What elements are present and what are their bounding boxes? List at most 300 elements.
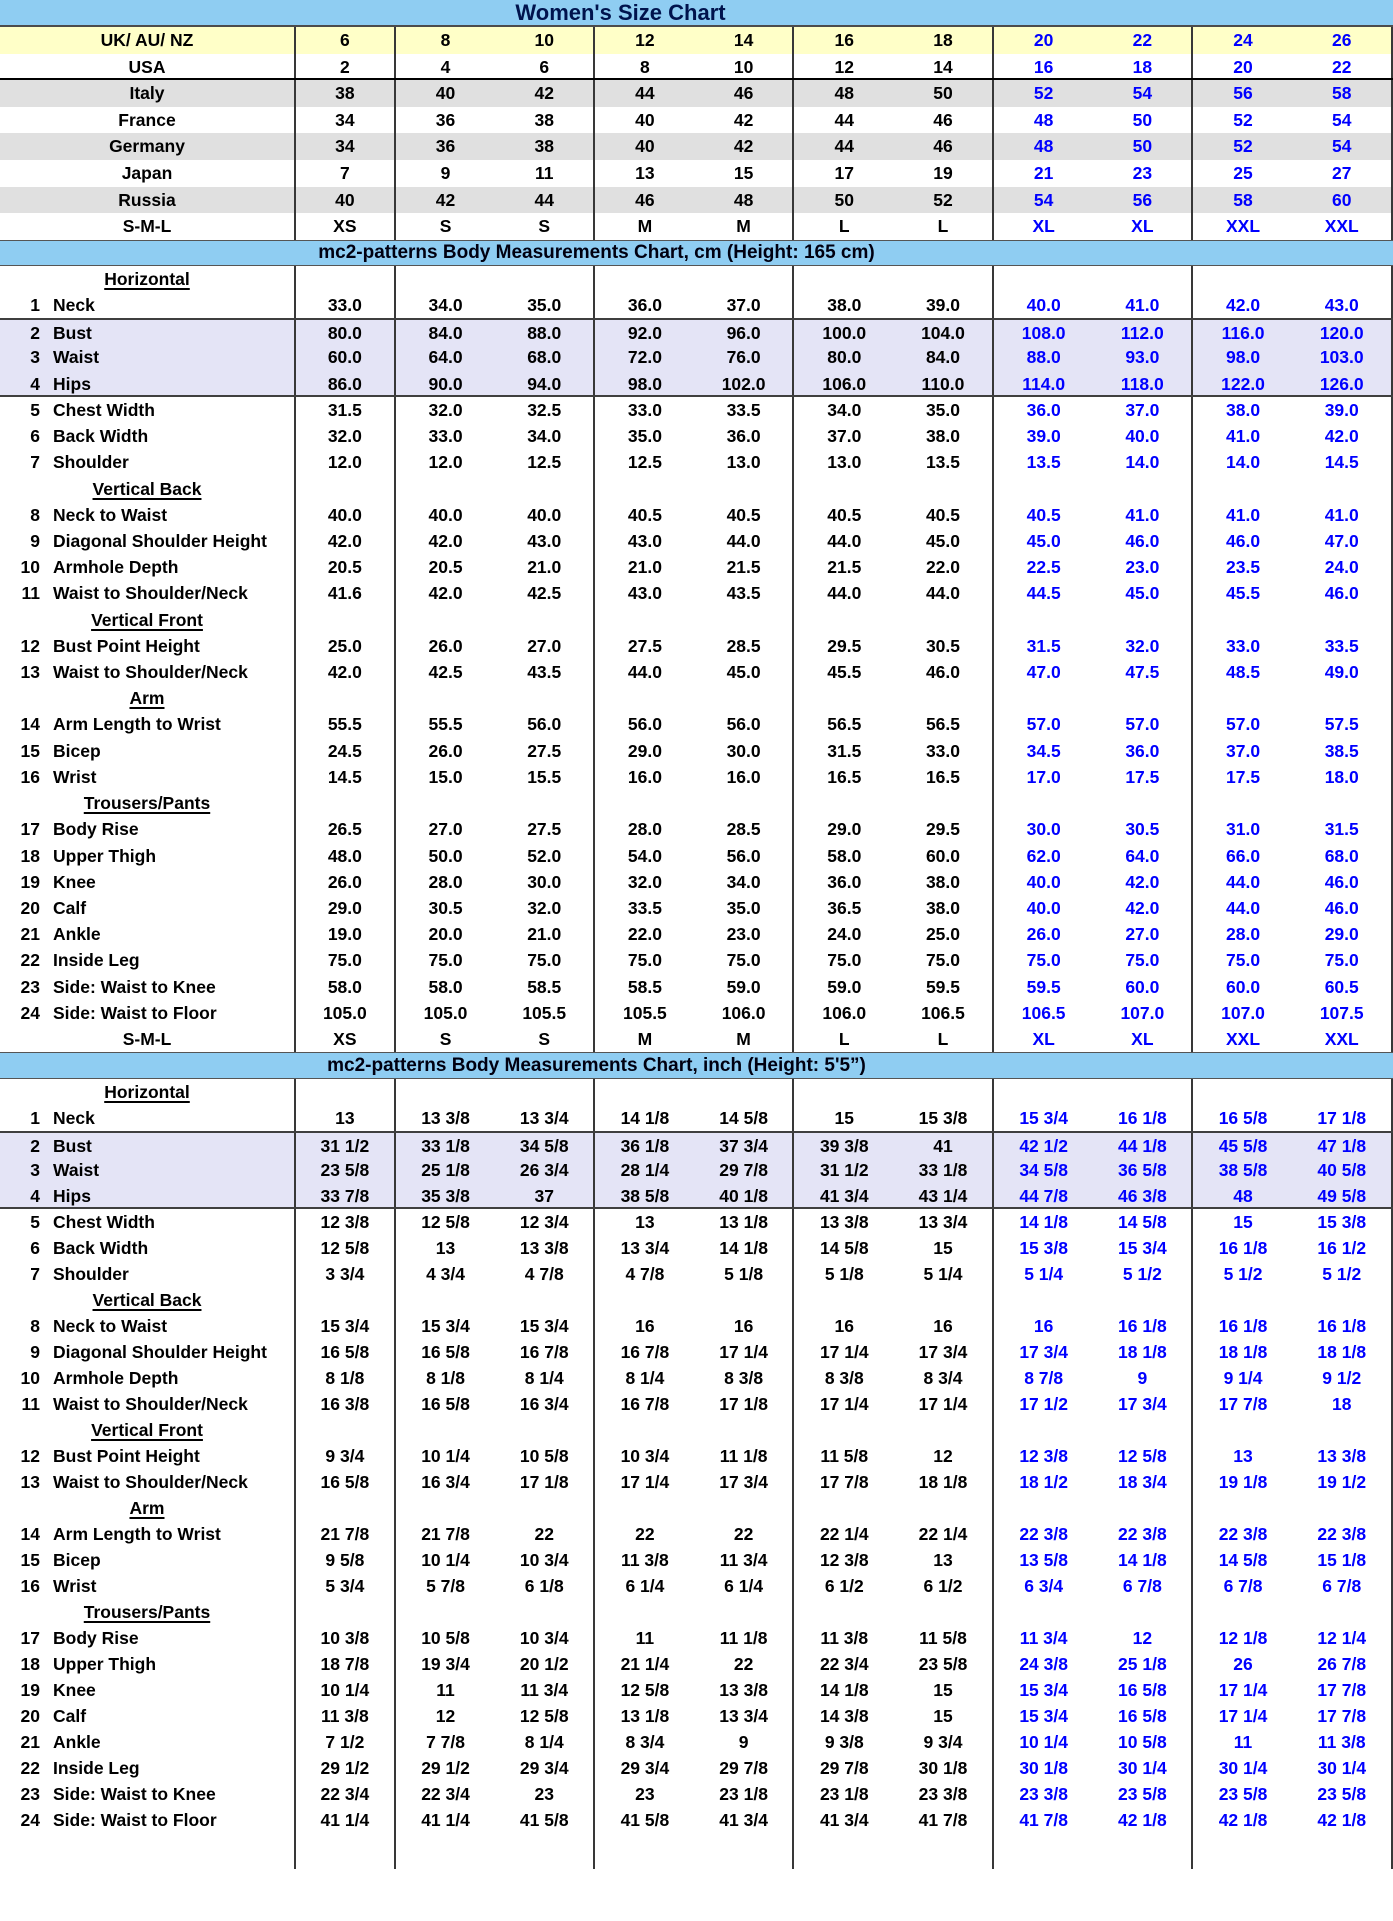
value-cell: 13 3/4	[620, 1238, 670, 1259]
value-cell: 21 7/8	[421, 1524, 470, 1545]
value-cell: 38 5/8	[1218, 1160, 1268, 1181]
value-cell: 58.5	[495, 974, 595, 1000]
value-cell	[994, 1079, 1094, 1105]
value-cell: 12 3/4	[495, 1209, 595, 1235]
row-label-cell: 18 Upper Thigh	[0, 843, 296, 869]
value-cell: 17 7/8	[1293, 1703, 1393, 1729]
value-cell	[1293, 1287, 1393, 1313]
value-cell: 44 1/8	[1094, 1133, 1194, 1157]
measurement-row	[0, 1703, 1393, 1729]
row-label-cell: 11 Waist to Shoulder/Neck	[0, 1391, 296, 1417]
value-cell: 23 3/8	[894, 1781, 994, 1807]
value-cell	[894, 476, 994, 502]
value-cell: 54	[1033, 189, 1054, 210]
value-cell: 22 3/8	[1019, 1524, 1068, 1545]
value-cell: 40	[635, 109, 655, 130]
row-label-cell: Trousers/Pants	[0, 790, 296, 816]
value-cell	[1293, 1417, 1393, 1443]
value-cell: 44.0	[1226, 898, 1261, 918]
value-cell: 23	[1094, 160, 1194, 187]
value-cell: 11 5/8	[894, 1625, 994, 1651]
value-cell: 105.5	[623, 1002, 667, 1023]
value-cell: 45.5	[1226, 583, 1261, 604]
value-cell: 13 3/8	[695, 1677, 795, 1703]
value-cell	[1293, 685, 1393, 711]
value-cell	[1293, 1079, 1393, 1105]
value-cell: 16 5/8	[1218, 1108, 1268, 1129]
value-cell: 17.0	[1026, 766, 1061, 787]
value-cell	[1193, 1287, 1293, 1313]
value-cell: 106.0	[822, 1002, 867, 1023]
value-cell: 23	[495, 1781, 595, 1807]
value-cell: 38	[495, 133, 595, 160]
measurement-row	[0, 1105, 1393, 1131]
value-cell: 10 5/8	[1094, 1729, 1194, 1755]
value-cell: 26.0	[1026, 924, 1061, 945]
value-cell: 25.0	[894, 921, 994, 947]
value-cell: 22 3/8	[1218, 1524, 1268, 1545]
value-cell: 14 5/8	[695, 1105, 795, 1131]
row-label-cell: Trousers/Pants	[0, 1599, 296, 1625]
value-cell: 13 3/8	[495, 1235, 595, 1261]
value-cell	[695, 1599, 795, 1625]
row-label-cell: 19 Knee	[0, 869, 296, 895]
value-cell: 6 7/8	[1293, 1573, 1393, 1599]
row-label-cell: 14 Arm Length to Wrist	[0, 711, 296, 737]
value-cell: 37	[495, 1183, 595, 1207]
value-cell: 10 1/4	[421, 1446, 470, 1467]
value-cell: 29 7/8	[819, 1758, 869, 1779]
row-label-cell: S-M-L	[0, 1026, 296, 1052]
value-cell: 16 3/8	[296, 1391, 396, 1417]
row-label-cell: Horizontal	[0, 266, 296, 292]
value-cell: 41	[894, 1133, 994, 1157]
value-cell: 40.0	[1094, 423, 1194, 449]
value-cell	[595, 685, 695, 711]
value-cell: 42 1/8	[1094, 1807, 1194, 1833]
value-cell: 12 5/8	[296, 1235, 396, 1261]
value-cell: 29.5	[894, 816, 994, 842]
value-cell	[1293, 790, 1393, 816]
value-cell	[595, 1079, 695, 1105]
value-cell: 42	[695, 133, 795, 160]
cm-section-title: mc2-patterns Body Measurements Chart, cm (Height: 165 cm)	[318, 241, 875, 263]
value-cell: 6 1/4	[625, 1576, 665, 1597]
value-cell: 17 1/8	[695, 1391, 795, 1417]
value-cell: 22	[1094, 27, 1194, 54]
value-cell	[495, 1599, 595, 1625]
value-cell: 23 5/8	[1218, 1784, 1268, 1805]
value-cell: 40.5	[827, 504, 862, 525]
value-cell: 45.0	[1094, 580, 1194, 606]
value-cell: 103.0	[1293, 344, 1393, 370]
value-cell: 22	[635, 1524, 655, 1545]
value-cell: 12 5/8	[620, 1680, 670, 1701]
value-cell: 44	[495, 187, 595, 214]
measurement-group-header-row	[0, 1599, 1393, 1625]
value-cell: 9 3/4	[296, 1443, 396, 1469]
value-cell: 41 5/8	[495, 1807, 595, 1833]
value-cell	[396, 790, 496, 816]
value-cell: 10 1/4	[421, 1550, 470, 1571]
size-conversion-row	[0, 213, 1393, 240]
value-cell: 44.0	[827, 530, 862, 551]
value-cell: 6	[495, 54, 595, 79]
value-cell	[695, 1833, 795, 1869]
value-cell: 42.0	[428, 583, 463, 604]
row-label-cell: Horizontal	[0, 1079, 296, 1105]
value-cell	[1193, 476, 1293, 502]
value-cell	[1293, 1599, 1393, 1625]
value-cell: 64.0	[1094, 843, 1194, 869]
value-cell: 48.0	[296, 843, 396, 869]
value-cell: 34	[296, 107, 396, 134]
value-cell: 18	[894, 27, 994, 54]
value-cell: 29 7/8	[695, 1157, 795, 1183]
value-cell: 15 3/4	[296, 1313, 396, 1339]
value-cell	[894, 790, 994, 816]
row-label-cell: 7 Shoulder	[0, 1261, 296, 1287]
value-cell	[794, 266, 894, 292]
value-cell: 15	[894, 1235, 994, 1261]
value-cell	[794, 1417, 894, 1443]
value-cell: 17 3/4	[695, 1469, 795, 1495]
value-cell: XL	[1094, 213, 1194, 240]
value-cell: 38.5	[1293, 738, 1393, 764]
measurement-row	[0, 947, 1393, 973]
value-cell: 10 1/4	[1019, 1732, 1068, 1753]
value-cell	[1293, 1495, 1393, 1521]
value-cell: 16 1/8	[1094, 1313, 1194, 1339]
value-cell	[495, 1495, 595, 1521]
value-cell: 34	[296, 133, 396, 160]
value-cell: 27.5	[627, 635, 662, 656]
value-cell: 22.5	[1026, 557, 1061, 578]
value-cell	[994, 1599, 1094, 1625]
value-cell: 30 1/8	[1019, 1758, 1068, 1779]
value-cell: 35.0	[894, 397, 994, 423]
row-label-cell: 6 Back Width	[0, 423, 296, 449]
value-cell: 26	[1233, 1654, 1253, 1675]
value-cell: 25 1/8	[1094, 1651, 1194, 1677]
value-cell	[595, 1417, 695, 1443]
value-cell: 16	[1033, 1316, 1054, 1337]
value-cell: 64.0	[428, 347, 463, 368]
value-cell: 17 7/8	[1218, 1394, 1268, 1415]
value-cell: 15 3/4	[421, 1316, 470, 1337]
value-cell: 37.0	[695, 292, 795, 318]
row-label-cell: 23 Side: Waist to Knee	[0, 1781, 296, 1807]
value-cell: 92.0	[627, 323, 662, 344]
value-cell: 14	[894, 54, 994, 79]
value-cell: 14 1/8	[819, 1680, 869, 1701]
value-cell: 22.0	[894, 554, 994, 580]
value-cell: 14.5	[296, 764, 396, 790]
value-cell: 9 5/8	[296, 1547, 396, 1573]
measurement-row	[0, 1755, 1393, 1781]
value-cell: 56	[1233, 83, 1253, 104]
value-cell: 20	[1033, 30, 1054, 50]
value-cell: 23.0	[1094, 554, 1194, 580]
value-cell: 112.0	[1094, 320, 1194, 344]
value-cell: 10	[695, 54, 795, 79]
measurement-row	[0, 1000, 1393, 1026]
value-cell: 26 3/4	[495, 1157, 595, 1183]
value-cell: 13	[894, 1547, 994, 1573]
measurement-row	[0, 292, 1393, 318]
value-cell: 58	[1293, 80, 1393, 107]
row-label-cell: 18 Upper Thigh	[0, 1651, 296, 1677]
value-cell: 8 1/4	[625, 1368, 665, 1389]
row-label-cell: 22 Inside Leg	[0, 1755, 296, 1781]
value-cell: 33.0	[296, 292, 396, 318]
value-cell: 68.0	[1293, 843, 1393, 869]
value-cell: 12 5/8	[495, 1703, 595, 1729]
value-cell: 34 5/8	[1019, 1160, 1068, 1181]
value-cell	[1094, 607, 1194, 633]
value-cell: 20 1/2	[495, 1651, 595, 1677]
size-conversion-row	[0, 54, 1393, 81]
value-cell: 17.5	[1094, 764, 1194, 790]
row-label-cell: Arm	[0, 685, 296, 711]
value-cell: 58.0	[296, 974, 396, 1000]
row-label-cell: 12 Bust Point Height	[0, 1443, 296, 1469]
value-cell: 88.0	[1026, 347, 1061, 368]
value-cell: 42 1/8	[1218, 1810, 1268, 1831]
value-cell: 23 5/8	[1094, 1781, 1194, 1807]
measurement-row	[0, 1313, 1393, 1339]
row-label-cell: USA	[0, 54, 296, 79]
value-cell: 36 5/8	[1094, 1157, 1194, 1183]
value-cell: 16 5/8	[1094, 1677, 1194, 1703]
value-cell: 37 3/4	[695, 1133, 795, 1157]
value-cell: 12 5/8	[1094, 1443, 1194, 1469]
value-cell: 45.0	[1026, 530, 1061, 551]
value-cell: 43.5	[695, 580, 795, 606]
value-cell: 68.0	[495, 344, 595, 370]
value-cell: 45.0	[695, 659, 795, 685]
value-cell: 48	[834, 83, 855, 104]
value-cell: 44	[834, 109, 855, 130]
value-cell: 12.0	[428, 452, 463, 473]
size-conversion-row	[0, 80, 1393, 107]
value-cell: 52	[1233, 136, 1253, 157]
value-cell: 43.5	[495, 659, 595, 685]
value-cell: 21.0	[627, 557, 662, 578]
measurement-row	[0, 528, 1393, 554]
value-cell: 29 7/8	[695, 1755, 795, 1781]
value-cell: 46	[635, 189, 655, 210]
value-cell: 40.0	[1026, 898, 1061, 918]
value-cell: 41.0	[1094, 292, 1194, 318]
value-cell: 54	[1094, 80, 1194, 107]
value-cell	[495, 476, 595, 502]
value-cell: 5 7/8	[426, 1576, 465, 1597]
value-cell	[296, 266, 396, 292]
measurement-row	[0, 318, 1393, 344]
value-cell: 50	[1094, 107, 1194, 134]
value-cell	[296, 607, 396, 633]
value-cell	[495, 266, 595, 292]
value-cell: 16 7/8	[620, 1394, 670, 1415]
value-cell: 96.0	[695, 320, 795, 344]
value-cell	[894, 1079, 994, 1105]
value-cell: 44	[635, 83, 655, 104]
value-cell: XXL	[1293, 213, 1393, 240]
value-cell: 23 5/8	[894, 1651, 994, 1677]
value-cell: 20.5	[428, 557, 463, 578]
value-cell: 11	[495, 160, 595, 187]
row-label-cell: S-M-L	[0, 213, 296, 240]
value-cell: 17 3/4	[1094, 1391, 1194, 1417]
value-cell	[994, 1495, 1094, 1521]
value-cell	[894, 266, 994, 292]
value-cell: 17 3/4	[1019, 1342, 1068, 1363]
value-cell: 22 3/8	[1094, 1521, 1194, 1547]
measurement-row	[0, 816, 1393, 842]
measurement-row	[0, 1391, 1393, 1417]
value-cell: 16 3/4	[421, 1472, 470, 1493]
value-cell: 34.0	[428, 294, 463, 315]
value-cell: 17 1/4	[894, 1391, 994, 1417]
value-cell: 16 5/8	[296, 1469, 396, 1495]
value-cell: 114.0	[1022, 373, 1066, 394]
value-cell: 23 1/8	[819, 1784, 869, 1805]
value-cell: 44.0	[1226, 871, 1261, 892]
value-cell	[695, 266, 795, 292]
value-cell: M	[695, 1026, 795, 1052]
value-cell: 10 1/4	[296, 1677, 396, 1703]
value-cell	[495, 685, 595, 711]
value-cell: 33 1/8	[894, 1157, 994, 1183]
value-cell: 58	[1233, 189, 1253, 210]
value-cell: 21	[1033, 162, 1054, 183]
value-cell: 14.0	[1094, 449, 1194, 475]
measurement-row	[0, 895, 1393, 921]
measurement-row	[0, 1157, 1393, 1183]
value-cell: 30.5	[894, 633, 994, 659]
value-cell: 11 3/8	[1293, 1729, 1393, 1755]
value-cell: 58.0	[827, 845, 862, 866]
row-label-cell: Russia	[0, 187, 296, 214]
row-label-cell: 2 Bust	[0, 1133, 296, 1157]
measurement-row	[0, 1183, 1393, 1209]
value-cell: 50	[1094, 133, 1194, 160]
row-label-cell: 15 Bicep	[0, 1547, 296, 1573]
row-label-cell: Germany	[0, 133, 296, 160]
value-cell	[396, 1079, 496, 1105]
value-cell: 17.5	[1226, 766, 1261, 787]
value-cell: 23.0	[695, 921, 795, 947]
value-cell: 6 7/8	[1223, 1576, 1263, 1597]
value-cell: 100.0	[822, 323, 867, 344]
value-cell: 36 1/8	[620, 1136, 670, 1157]
value-cell: 30 1/8	[894, 1755, 994, 1781]
value-cell: 25	[1233, 162, 1253, 183]
value-cell: 13 3/8	[819, 1212, 869, 1233]
measurement-row	[0, 974, 1393, 1000]
value-cell: 37.0	[1226, 740, 1261, 761]
value-cell: 60	[1293, 187, 1393, 214]
row-label-cell: 24 Side: Waist to Floor	[0, 1807, 296, 1833]
value-cell: 42	[495, 80, 595, 107]
value-cell	[794, 790, 894, 816]
value-cell: 46.0	[1226, 530, 1261, 551]
value-cell: 52	[1233, 109, 1253, 130]
value-cell: 40	[635, 136, 655, 157]
cm-section-band	[0, 240, 1393, 266]
value-cell: 60.0	[296, 344, 396, 370]
value-cell: 41 7/8	[1019, 1810, 1068, 1831]
value-cell: 15 3/4	[1019, 1680, 1068, 1701]
value-cell: 18 1/8	[1218, 1342, 1268, 1363]
value-cell: 15 3/8	[894, 1105, 994, 1131]
value-cell: 35.0	[695, 895, 795, 921]
value-cell: 26.0	[428, 635, 463, 656]
value-cell: 12 3/8	[296, 1209, 396, 1235]
row-label-cell: 5 Chest Width	[0, 1209, 296, 1235]
value-cell: 56	[1094, 187, 1194, 214]
measurement-row	[0, 502, 1393, 528]
value-cell	[595, 1287, 695, 1313]
value-cell: 32.0	[1094, 633, 1194, 659]
value-cell: 21.5	[827, 557, 862, 578]
row-label-cell: 8 Neck to Waist	[0, 502, 296, 528]
value-cell: 43.0	[495, 528, 595, 554]
value-cell: 42.0	[428, 530, 463, 551]
value-cell: 16 1/8	[1094, 1105, 1194, 1131]
value-cell: 29 1/2	[296, 1755, 396, 1781]
row-label-cell: 13 Waist to Shoulder/Neck	[0, 659, 296, 685]
value-cell	[396, 266, 496, 292]
value-cell: 75.0	[428, 950, 463, 971]
measurement-row	[0, 711, 1393, 737]
measurement-row	[0, 633, 1393, 659]
row-label-cell: 5 Chest Width	[0, 397, 296, 423]
value-cell: 12 1/8	[1218, 1628, 1268, 1649]
value-cell: 28.0	[428, 871, 463, 892]
value-cell: 90.0	[428, 373, 463, 394]
value-cell: 38.0	[827, 294, 862, 315]
value-cell	[595, 1599, 695, 1625]
value-cell: 28.0	[627, 819, 662, 840]
value-cell	[595, 790, 695, 816]
row-label-cell: 4 Hips	[0, 1183, 296, 1207]
value-cell: 35.0	[627, 426, 662, 447]
value-cell: 75.0	[1094, 947, 1194, 973]
value-cell: 6 1/2	[894, 1573, 994, 1599]
row-label-cell: 10 Armhole Depth	[0, 554, 296, 580]
value-cell	[1193, 790, 1293, 816]
value-cell: 12	[894, 1443, 994, 1469]
value-cell: 40.0	[1026, 871, 1061, 892]
value-cell: 22	[495, 1521, 595, 1547]
value-cell: 106.5	[894, 1000, 994, 1026]
measurement-row	[0, 1235, 1393, 1261]
value-cell: 33.5	[1293, 633, 1393, 659]
value-cell: 20	[1233, 56, 1253, 77]
value-cell: 15.5	[495, 764, 595, 790]
size-conversion-row	[0, 27, 1393, 54]
value-cell: 13 3/4	[495, 1105, 595, 1131]
chart-title: Women's Size Chart	[515, 0, 726, 25]
value-cell: 8	[440, 30, 451, 50]
value-cell: 50.0	[428, 845, 463, 866]
row-label-cell: 1 Neck	[0, 292, 296, 318]
row-label-cell: 12 Bust Point Height	[0, 633, 296, 659]
row-label-cell: 19 Knee	[0, 1677, 296, 1703]
value-cell: 23 5/8	[1293, 1781, 1393, 1807]
